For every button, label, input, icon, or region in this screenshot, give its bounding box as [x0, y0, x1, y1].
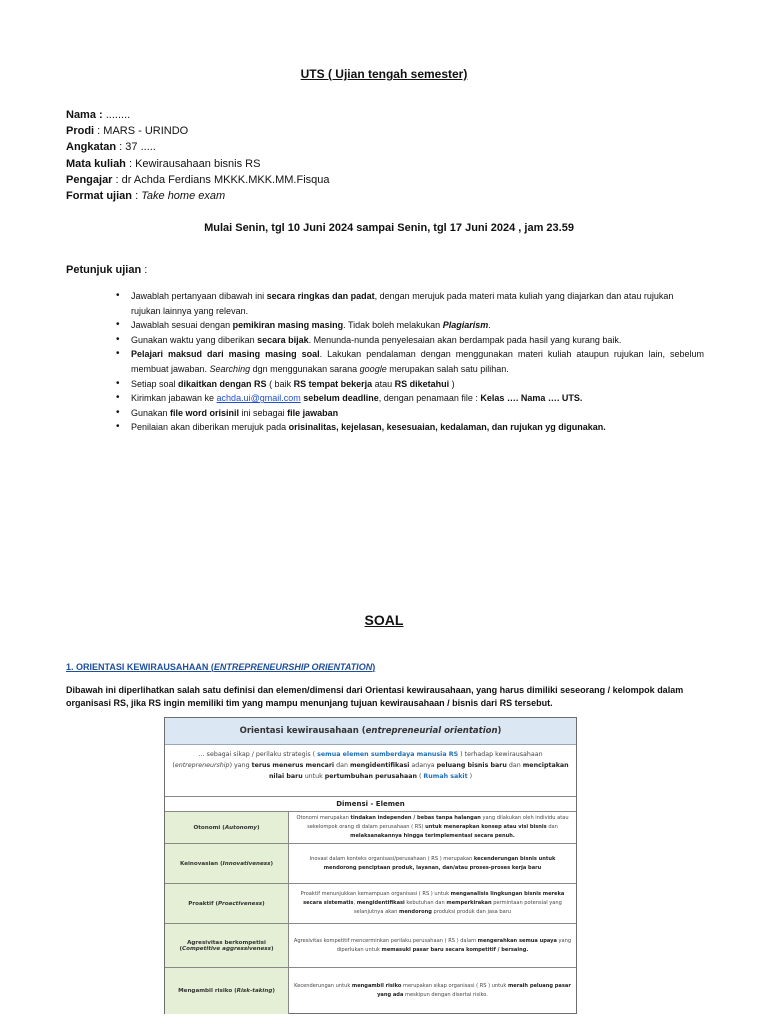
- list-item: [116, 347, 704, 376]
- name-italic: Autonomy: [224, 824, 257, 831]
- desc-text: Otonomi merupakan: [296, 815, 351, 821]
- angkatan-label: Angkatan: [66, 141, 117, 154]
- rule-bold: dikaitkan dengan RS: [178, 378, 267, 389]
- section-text: ): [372, 662, 376, 672]
- desc-text: Inovasi dalam konteks organisasi/perusahaan ( RS ) merupakan: [309, 855, 474, 862]
- table-title-text: ): [497, 726, 502, 736]
- desc-text: Kecenderungan untuk: [294, 983, 352, 989]
- angkatan-value: : 37 .....: [116, 141, 156, 154]
- rule-text: atau: [372, 378, 395, 389]
- table-title: [165, 718, 576, 745]
- table-row: [165, 968, 576, 1014]
- desc-bold: untuk menerapkan konsep atau visi bisnis: [425, 824, 547, 830]
- rule-text: , dengan penamaan file :: [378, 393, 481, 404]
- student-info: [66, 107, 330, 204]
- name-text: ): [270, 860, 274, 867]
- section-text: 1. ORIENTASI KEWIRAUSAHAAN (: [66, 662, 214, 672]
- def-text: untuk: [302, 773, 325, 780]
- desc-text: permintaan potensial yang selanjutnya akan: [353, 900, 562, 915]
- rule-bold-italic: Plagiarism: [442, 320, 489, 331]
- desc-text: kebutuhan dan: [404, 900, 447, 906]
- dimension-name: [165, 924, 289, 967]
- format-sep: :: [132, 190, 142, 203]
- desc-bold: mengidentifikasi: [356, 900, 405, 906]
- dimension-description: [289, 968, 576, 1014]
- def-highlight: Rumah sakit: [423, 773, 468, 780]
- name-text: Otonomi (: [193, 824, 225, 831]
- dimension-name: [165, 844, 289, 883]
- rule-bold: Kelas …. Nama …. UTS.: [480, 393, 583, 404]
- desc-text: dan: [546, 824, 558, 830]
- desc-text: meskipun dengan disertai risiko.: [403, 992, 488, 998]
- list-item: [116, 406, 704, 421]
- rule-text: ini sebagai: [239, 407, 288, 418]
- table-definition: [165, 745, 576, 797]
- rule-text: ( baik: [266, 378, 294, 389]
- desc-text: yang dilakukan oleh individu atau sekelompok orang di dalam perusahaan ( RS): [307, 815, 569, 830]
- pengajar-label: Pengajar: [66, 173, 113, 186]
- page-title: UTS ( Ujian tengah semester): [300, 67, 468, 81]
- desc-bold: memperkirakan: [446, 900, 492, 906]
- rule-bold: sebelum deadline: [300, 393, 379, 404]
- list-item: [116, 420, 704, 435]
- rule-text: Jawablah sesuai dengan: [131, 320, 233, 331]
- rule-text: . Lakukan pendalaman dengan menggunakan materi kuliah ataupun rujukan lain, sebelum membuat jawaban.: [131, 349, 705, 374]
- rule-text: .: [488, 320, 491, 331]
- list-item: [116, 377, 704, 392]
- info-prodi: [66, 123, 330, 139]
- rule-text: . Tidak boleh melakukan: [343, 320, 443, 331]
- def-highlight: semua elemen sumberdaya manusia RS: [317, 751, 459, 758]
- name-italic: Risk-taking: [236, 988, 273, 994]
- dimension-description: [289, 884, 576, 923]
- list-item: [116, 333, 704, 348]
- info-format: [66, 188, 330, 204]
- info-pengajar: [66, 172, 330, 188]
- rule-text: Jawablah pertanyaan dibawah ini: [131, 291, 267, 301]
- orientation-table: [164, 717, 577, 1014]
- name-text: ): [272, 988, 275, 994]
- mata-kuliah-label: Mata kuliah: [66, 157, 126, 170]
- def-italic: entrepreneurship: [174, 762, 230, 769]
- rule-bold: file word orisinil: [170, 407, 240, 418]
- table-row: [165, 884, 576, 924]
- pengajar-value: : dr Achda Ferdians MKKK.MKK.MM.Fisqua: [112, 173, 330, 186]
- rule-bold: orisinalitas, kejelasan, kesesuaian, kedalaman, dan rujukan yg digunakan.: [288, 422, 606, 433]
- name-text: Keinovasian (: [179, 860, 223, 867]
- dimension-name: [165, 884, 289, 923]
- desc-text: merupakan sikap organisasi ( RS ) untuk: [401, 983, 508, 989]
- name-italic: Proactiveness: [218, 900, 263, 907]
- instructions-list: [116, 289, 704, 435]
- rule-text: Gunakan: [131, 407, 171, 418]
- name-text: ): [262, 900, 265, 907]
- dimension-header: Dimensi - Elemen: [165, 797, 576, 812]
- nama-label: Nama :: [66, 109, 103, 121]
- desc-bold: kecenderungan bisnis untuk mendorong penciptaan produk, layanan, dan/atau proses-proses kerja baru: [323, 855, 556, 871]
- name-text: Proaktif (: [188, 900, 219, 907]
- dimension-description: [289, 844, 576, 883]
- desc-bold: mendorong: [399, 909, 432, 915]
- name-text: ): [270, 945, 274, 952]
- def-text: ) terhadap kewirausahaan (: [172, 751, 543, 769]
- rule-text: Penilaian akan diberikan merujuk pada: [131, 422, 289, 433]
- name-text: ): [256, 824, 260, 831]
- info-angkatan: [66, 139, 330, 155]
- def-bold: pertumbuhan perusahaan: [324, 773, 417, 780]
- rule-bold: secara bijak: [257, 334, 309, 345]
- instructions-heading: [66, 264, 147, 276]
- desc-bold: memasuki pasar baru secara kompetitif / bersaing.: [381, 946, 529, 953]
- rule-text: ): [449, 378, 455, 389]
- rule-text: Setiap soal: [131, 378, 179, 389]
- instructions-label: Petunjuk ujian: [66, 264, 142, 276]
- name-text: Mengambil risiko (: [178, 988, 237, 994]
- info-nama: [66, 107, 330, 123]
- prodi-label: Prodi: [66, 125, 95, 138]
- mata-kuliah-value: : Kewirausahaan bisnis RS: [125, 157, 261, 170]
- rule-bold: pemikiran masing masing: [232, 320, 344, 331]
- rule-italic: Searching: [209, 363, 251, 374]
- desc-text: Proaktif menunjukkan kemampuan organisasi ( RS ) untuk: [300, 891, 451, 897]
- rule-bold: RS tempat bekerja: [293, 378, 373, 389]
- def-bold: menciptakan nilai baru: [268, 762, 569, 780]
- format-label: Format ujian: [66, 190, 133, 203]
- desc-text: yang diperlukan untuk: [336, 937, 572, 953]
- prodi-value: : MARS - URINDO: [94, 125, 189, 138]
- desc-bold: tindakan independen / bebas tanpa halangan: [350, 815, 481, 821]
- desc-text: Agresivitas kompetitif mencerminkan perilaku perusahaan ( RS ) dalam: [293, 937, 478, 944]
- rule-bold: file jawaban: [287, 407, 339, 418]
- rule-bold: Pelajari maksud dari masing masing soal: [131, 349, 320, 360]
- desc-bold: meraih peluang pasar yang ada: [377, 983, 571, 998]
- dimension-description: [289, 924, 576, 967]
- rule-italic: google: [359, 363, 387, 374]
- exam-period: Mulai Senin, tgl 10 Juni 2024 sampai Senin, tgl 17 Juni 2024 , jam 23.59: [204, 222, 574, 234]
- desc-bold: menganalisis lingkungan bisnis mereka secara sistematis: [303, 891, 565, 906]
- desc-text: produksi produk dan jasa baru: [431, 909, 512, 915]
- info-mata-kuliah: [66, 156, 330, 172]
- def-text: (: [416, 773, 424, 780]
- section-italic: ENTREPRENEURSHIP ORIENTATION: [213, 662, 373, 672]
- desc-bold: mengerahkan semua upaya: [477, 937, 557, 944]
- def-bold: peluang bisnis baru: [436, 762, 507, 769]
- soal-heading: SOAL: [364, 612, 404, 628]
- format-value: Take home exam: [141, 190, 226, 203]
- table-row: [165, 844, 576, 884]
- name-text: Agresivitas berkompetisi (: [179, 939, 266, 952]
- desc-bold: melaksanakannya hingga terimplementasi secara penuh.: [350, 833, 515, 839]
- dimension-description: [289, 812, 576, 843]
- dimension-name: [165, 812, 289, 843]
- rule-text: merupakan salah satu pilihan.: [386, 363, 509, 374]
- def-bold: mengidentifikasi: [349, 762, 410, 769]
- rule-text: Kirimkan jabawan ke: [131, 393, 217, 404]
- dimension-name: [165, 968, 289, 1014]
- table-row: [165, 924, 576, 968]
- def-text: dan: [506, 762, 523, 769]
- table-title-text: Orientasi kewirausahaan (: [239, 726, 366, 736]
- name-italic: Competitive aggressiveness: [182, 945, 271, 952]
- list-item: [116, 318, 704, 333]
- list-item: [116, 391, 704, 406]
- def-text: adanya: [409, 762, 437, 769]
- list-item: [116, 289, 704, 318]
- name-italic: Innovativeness: [222, 860, 271, 867]
- section-heading: [66, 662, 375, 672]
- rule-text: dgn menggunakan sarana: [250, 363, 360, 374]
- def-bold: terus menerus mencari: [251, 762, 335, 769]
- rule-bold: secara ringkas dan padat: [266, 291, 375, 301]
- rule-text: . Menunda-nunda penyelesaian akan berdampak pada hasil yang kurang baik.: [308, 334, 622, 345]
- def-text: dan: [334, 762, 350, 769]
- email-link[interactable]: achda.ui@gmail.com: [216, 393, 301, 404]
- section-intro: Dibawah ini diperlihatkan salah satu definisi dan elemen/dimensi dari Orientasi kewirausahaan, yang harus dimiliki seseorang / kelompok dalam organisasi RS, jika RS ingin memiliki tim yang mampu menunjang tujuan kewirausahaan / bisnis dari RS tersebut.: [66, 685, 684, 708]
- instructions-colon: :: [141, 264, 148, 276]
- nama-value: ........: [102, 109, 131, 121]
- rule-text: Gunakan waktu yang diberikan: [131, 334, 258, 345]
- desc-text: ,: [353, 900, 357, 906]
- def-text: ): [467, 773, 473, 780]
- table-row: [165, 812, 576, 844]
- rule-text: , dengan merujuk pada materi mata kuliah yang diajarkan dan atau rujukan rujukan lainnya yang relevan.: [131, 291, 674, 316]
- rule-bold: RS diketahui: [394, 378, 450, 389]
- def-text: … sebagai sikap / perilaku strategis (: [198, 751, 318, 758]
- desc-bold: mengambil risiko: [351, 983, 402, 989]
- def-text: ) yang: [229, 762, 252, 769]
- table-title-italic: entrepreneurial orientation: [365, 726, 498, 736]
